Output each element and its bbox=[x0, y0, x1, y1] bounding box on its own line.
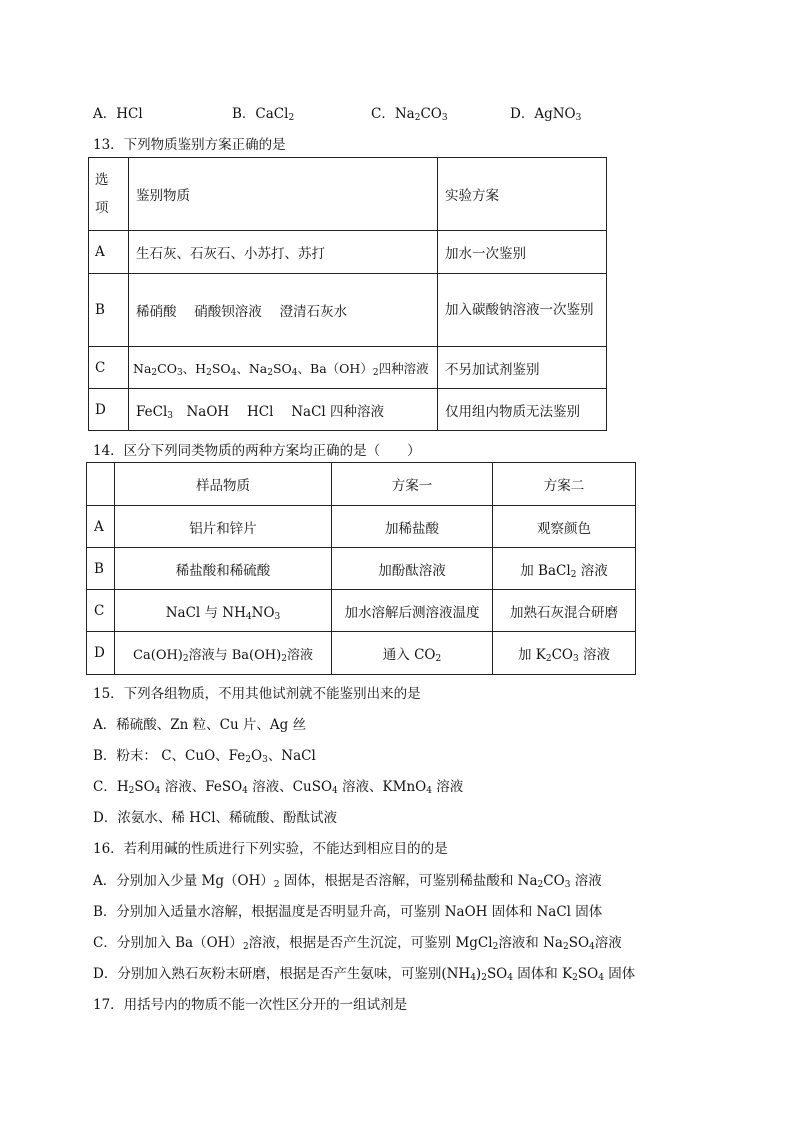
q16-question: 16．若利用碱的性质进行下列实验，不能达到相应目的的是 bbox=[93, 841, 448, 857]
row-plan1: 加酚酞溶液 bbox=[332, 548, 493, 590]
row-plan1: 通入 $CO_2$ bbox=[332, 632, 493, 675]
row-plan: 不另加试剂鉴别 bbox=[438, 347, 607, 389]
table-header-row bbox=[89, 158, 607, 231]
table-row bbox=[87, 506, 636, 548]
header-blank bbox=[87, 463, 115, 506]
row-option: C bbox=[89, 347, 129, 389]
q13-question: 13．下列物质鉴别方案正确的是 bbox=[93, 137, 286, 153]
row-option: A bbox=[87, 506, 115, 548]
row-option: D bbox=[87, 632, 115, 675]
table-row bbox=[87, 632, 636, 675]
row-material: $Na_2CO_3$、$H_2SO_4$、$Na_2SO_4$、$Ba(OH)_2$四种溶液 bbox=[129, 347, 438, 389]
row-plan2: 观察颜色 bbox=[493, 506, 636, 548]
table-row bbox=[89, 274, 607, 347]
row-material: 稀硝酸 硝酸钡溶液 澄清石灰水 bbox=[129, 274, 438, 347]
q15-question: 15．下列各组物质，不用其他试剂就不能鉴别出来的是 bbox=[93, 686, 421, 702]
q14-question: 14．区分下列同类物质的两种方案均正确的是（ ） bbox=[93, 443, 421, 459]
row-sample: 稀盐酸和稀硫酸 bbox=[115, 548, 332, 590]
q12-option-b: B．CaCl$_2$ bbox=[232, 106, 295, 123]
q15-option-c: C．$H_2SO_4$ 溶液、FeSO$_4$ 溶液、CuSO$_4$ 溶液、KMnO$_4$ 溶液 bbox=[93, 779, 464, 796]
row-plan: 加水一次鉴别 bbox=[438, 231, 607, 274]
q14-table bbox=[86, 462, 636, 675]
q17-question: 17．用括号内的物质不能一次性区分开的一组试剂是 bbox=[93, 997, 408, 1013]
row-option: A bbox=[89, 231, 129, 274]
q13-table bbox=[88, 157, 607, 431]
header-sample: 样品物质 bbox=[115, 463, 332, 506]
row-material: 生石灰、石灰石、小苏打、苏打 bbox=[129, 231, 438, 274]
row-sample: $Ca(OH)_2$溶液与 $Ba(OH)_2$溶液 bbox=[115, 632, 332, 675]
row-option: D bbox=[89, 389, 129, 431]
table-row bbox=[89, 231, 607, 274]
q16-option-d: D．分别加入熟石灰粉末研磨，根据是否产生氨味，可鉴别$(NH_4)_2SO_4$ 固体和 $K_2SO_4$ 固体 bbox=[93, 966, 636, 983]
row-plan: 仅用组内物质无法鉴别 bbox=[438, 389, 607, 431]
q12-option-a: A．HCl bbox=[93, 106, 143, 122]
table-header-row bbox=[87, 463, 636, 506]
header-option: 选项 bbox=[89, 158, 129, 231]
header-plan2: 方案二 bbox=[493, 463, 636, 506]
table-row bbox=[87, 590, 636, 632]
q16-option-a: A．分别加入少量 $Mg(OH)_2$ 固体，根据是否溶解，可鉴别稀盐酸和 $Na_2CO_3$ 溶液 bbox=[93, 873, 602, 890]
q15-option-b: B．粉末： C、CuO、$Fe_2O_3$、NaCl bbox=[93, 748, 316, 765]
row-plan1: 加稀盐酸 bbox=[332, 506, 493, 548]
row-plan2: 加熟石灰混合研磨 bbox=[493, 590, 636, 632]
row-plan: 加入碳酸钠溶液一次鉴别 bbox=[438, 274, 607, 347]
q16-option-b: B．分别加入适量水溶解，根据温度是否明显升高，可鉴别 NaOH 固体和 NaCl 固体 bbox=[93, 904, 603, 920]
q15-option-a: A．稀硫酸、Zn 粒、Cu 片、Ag 丝 bbox=[93, 717, 307, 733]
row-option: C bbox=[87, 590, 115, 632]
row-plan2: 加 BaCl$_2$ 溶液 bbox=[493, 548, 636, 590]
table-row bbox=[87, 548, 636, 590]
header-plan: 实验方案 bbox=[438, 158, 607, 231]
table-row bbox=[89, 389, 607, 431]
q16-option-c: C．分别加入 $Ba(OH)_2$溶液，根据是否产生沉淀，可鉴别 MgCl$_2$溶液和 $Na_2SO_4$溶液 bbox=[93, 935, 622, 952]
row-sample: 铝片和锌片 bbox=[115, 506, 332, 548]
table-row bbox=[89, 347, 607, 389]
row-plan1: 加水溶解后测溶液温度 bbox=[332, 590, 493, 632]
row-option: B bbox=[89, 274, 129, 347]
row-plan2: 加 $K_2CO_3$ 溶液 bbox=[493, 632, 636, 675]
row-sample: NaCl 与 $NH_4NO_3$ bbox=[115, 590, 332, 632]
header-plan1: 方案一 bbox=[332, 463, 493, 506]
row-material: FeCl$_3$ NaOH HCl NaCl 四种溶液 bbox=[129, 389, 438, 431]
q12-option-d: D．AgNO$_3$ bbox=[510, 106, 582, 123]
header-material: 鉴别物质 bbox=[129, 158, 438, 231]
row-option: B bbox=[87, 548, 115, 590]
q12-option-c: C．$Na_2CO_3$ bbox=[371, 106, 448, 123]
q15-option-d: D．浓氨水、稀 HCl、稀硫酸、酚酞试液 bbox=[93, 810, 338, 826]
